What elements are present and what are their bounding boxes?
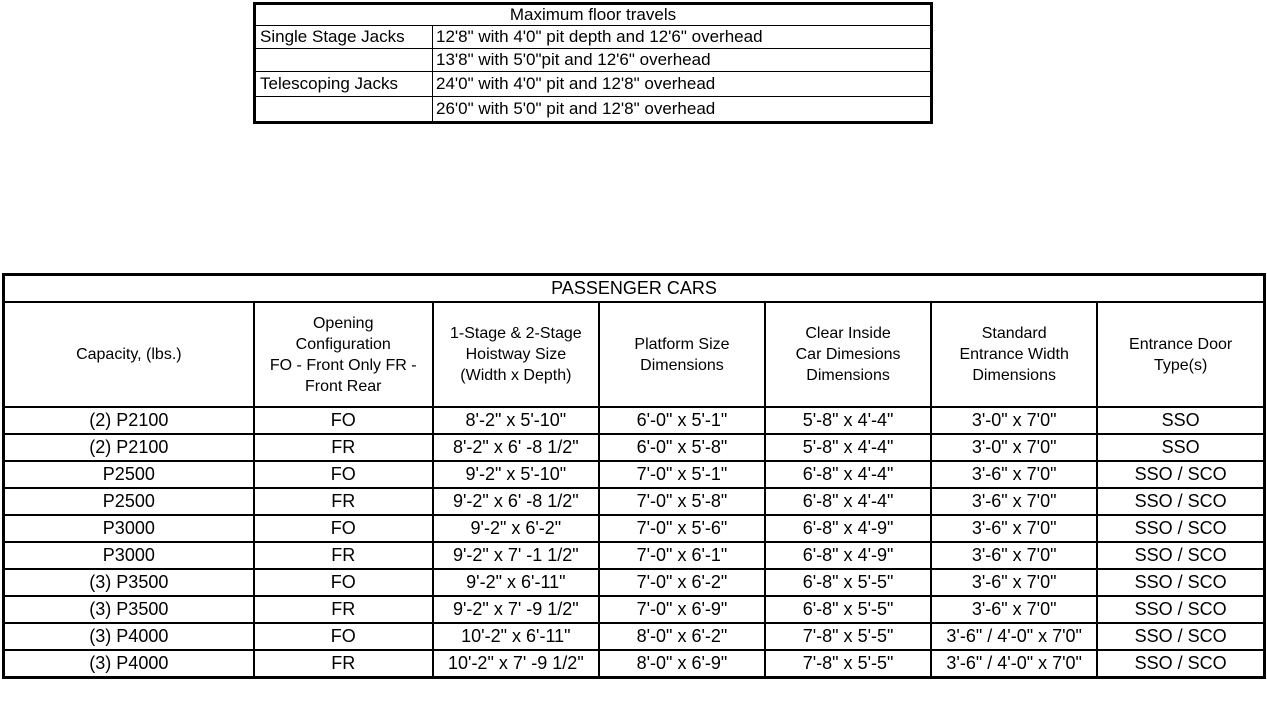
- header-clear-inside-car: [765, 302, 931, 407]
- header-line: Entrance Width: [959, 346, 1069, 363]
- cell-entrance-door-type: SSO / SCO: [1097, 488, 1264, 515]
- table-row: [4, 434, 1265, 461]
- cell-hoistway-size: 9'-2" x 7' -9 1/2": [433, 596, 599, 623]
- cell-platform-size: 8'-0" x 6'-2": [599, 623, 765, 650]
- header-opening-configuration: [254, 302, 433, 407]
- table-row: [4, 461, 1265, 488]
- cell-capacity: (3) P3500: [4, 596, 254, 623]
- cell-platform-size: 8'-0" x 6'-9": [599, 650, 765, 678]
- header-line: Platform Size: [634, 335, 730, 353]
- header-line: 1-Stage & 2-Stage: [450, 325, 582, 342]
- header-line: Type(s): [1153, 356, 1208, 374]
- travel-cell: 13'8" with 5'0"pit and 12'6" overhead: [433, 49, 932, 72]
- floor-travels-title-row: [255, 4, 932, 26]
- cell-hoistway-size: 10'-2" x 6'-11": [433, 623, 599, 650]
- cell-entrance-door-type: SSO / SCO: [1097, 461, 1264, 488]
- cell-platform-size: 6'-0" x 5'-1": [599, 407, 765, 434]
- header-line: Dimensions: [640, 356, 724, 374]
- cell-clear-inside-car: 5'-8" x 4'-4": [765, 434, 931, 461]
- header-line: Car Dimesions: [795, 346, 901, 363]
- cell-clear-inside-car: 5'-8" x 4'-4": [765, 407, 931, 434]
- jack-type-cell: Single Stage Jacks: [255, 26, 433, 49]
- cell-opening-configuration: FR: [254, 650, 433, 678]
- cell-opening-configuration: FR: [254, 488, 433, 515]
- header-hoistway-size: [433, 302, 599, 407]
- passenger-cars-table: [2, 273, 1266, 679]
- cell-entrance-door-type: SSO: [1097, 407, 1264, 434]
- cell-clear-inside-car: 6'-8" x 4'-4": [765, 461, 931, 488]
- header-line: Clear Inside: [805, 325, 891, 342]
- travel-cell: 24'0" with 4'0" pit and 12'8" overhead: [433, 72, 932, 97]
- cell-opening-configuration: FO: [254, 623, 433, 650]
- passenger-cars-title-row: [4, 275, 1265, 303]
- floor-travels-title: Maximum floor travels: [255, 4, 932, 26]
- cell-entrance-width: 3'-6" x 7'0": [931, 461, 1097, 488]
- cell-entrance-width: 3'-0" x 7'0": [931, 407, 1097, 434]
- cell-entrance-door-type: SSO / SCO: [1097, 542, 1264, 569]
- header-line: Dimensions: [972, 367, 1056, 384]
- table-row: [4, 623, 1265, 650]
- cell-hoistway-size: 9'-2" x 7' -1 1/2": [433, 542, 599, 569]
- cell-capacity: (3) P4000: [4, 650, 254, 678]
- floor-travels-row: [255, 49, 932, 72]
- cell-entrance-width: 3'-6" / 4'-0" x 7'0": [931, 650, 1097, 678]
- cell-capacity: (3) P4000: [4, 623, 254, 650]
- jack-type-cell: [255, 97, 433, 123]
- jack-type-cell: [255, 49, 433, 72]
- cell-platform-size: 7'-0" x 6'-9": [599, 596, 765, 623]
- cell-hoistway-size: 10'-2" x 7' -9 1/2": [433, 650, 599, 678]
- table-row: [4, 488, 1265, 515]
- cell-capacity: P3000: [4, 515, 254, 542]
- cell-capacity: P2500: [4, 461, 254, 488]
- cell-entrance-door-type: SSO / SCO: [1097, 569, 1264, 596]
- cell-clear-inside-car: 6'-8" x 4'-4": [765, 488, 931, 515]
- floor-travels-row: [255, 26, 932, 49]
- table-row: [4, 569, 1265, 596]
- header-line: Entrance Door: [1129, 335, 1233, 353]
- cell-capacity: P2500: [4, 488, 254, 515]
- cell-entrance-width: 3'-6" / 4'-0" x 7'0": [931, 623, 1097, 650]
- cell-hoistway-size: 8'-2" x 6' -8 1/2": [433, 434, 599, 461]
- cell-opening-configuration: FO: [254, 515, 433, 542]
- cell-opening-configuration: FR: [254, 542, 433, 569]
- header-entrance-width: [931, 302, 1097, 407]
- header-line: (Width x Depth): [460, 367, 572, 384]
- table-row: [4, 650, 1265, 678]
- cell-entrance-width: 3'-6" x 7'0": [931, 569, 1097, 596]
- header-entrance-door-type: [1097, 302, 1264, 407]
- cell-platform-size: 6'-0" x 5'-8": [599, 434, 765, 461]
- table-row: [4, 515, 1265, 542]
- header-line: Hoistway Size: [465, 346, 567, 363]
- cell-opening-configuration: FO: [254, 407, 433, 434]
- cell-platform-size: 7'-0" x 5'-6": [599, 515, 765, 542]
- table-row: [4, 542, 1265, 569]
- cell-opening-configuration: FO: [254, 461, 433, 488]
- cell-clear-inside-car: 6'-8" x 5'-5": [765, 569, 931, 596]
- cell-entrance-door-type: SSO / SCO: [1097, 515, 1264, 542]
- cell-entrance-door-type: SSO: [1097, 434, 1264, 461]
- travel-cell: 26'0" with 5'0" pit and 12'8" overhead: [433, 97, 932, 123]
- cell-capacity: (2) P2100: [4, 407, 254, 434]
- cell-clear-inside-car: 6'-8" x 5'-5": [765, 596, 931, 623]
- cell-hoistway-size: 8'-2" x 5'-10": [433, 407, 599, 434]
- cell-entrance-width: 3'-6" x 7'0": [931, 542, 1097, 569]
- cell-entrance-door-type: SSO / SCO: [1097, 596, 1264, 623]
- header-capacity: [4, 302, 254, 407]
- header-line: Dimensions: [806, 367, 890, 384]
- floor-travels-row: [255, 72, 932, 97]
- header-line: Front Rear: [305, 377, 382, 395]
- cell-clear-inside-car: 7'-8" x 5'-5": [765, 623, 931, 650]
- passenger-cars-title: PASSENGER CARS: [4, 275, 1265, 303]
- cell-clear-inside-car: 6'-8" x 4'-9": [765, 542, 931, 569]
- cell-clear-inside-car: 7'-8" x 5'-5": [765, 650, 931, 678]
- travel-cell: 12'8" with 4'0" pit depth and 12'6" overhead: [433, 26, 932, 49]
- floor-travels-table: [253, 2, 933, 124]
- cell-entrance-width: 3'-6" x 7'0": [931, 515, 1097, 542]
- cell-hoistway-size: 9'-2" x 5'-10": [433, 461, 599, 488]
- cell-clear-inside-car: 6'-8" x 4'-9": [765, 515, 931, 542]
- header-line: FO - Front Only FR -: [269, 356, 417, 374]
- cell-capacity: (3) P3500: [4, 569, 254, 596]
- header-line: Opening: [312, 314, 374, 332]
- cell-capacity: (2) P2100: [4, 434, 254, 461]
- cell-entrance-width: 3'-6" x 7'0": [931, 596, 1097, 623]
- jack-type-cell: Telescoping Jacks: [255, 72, 433, 97]
- cell-entrance-door-type: SSO / SCO: [1097, 650, 1264, 678]
- table-row: [4, 407, 1265, 434]
- cell-platform-size: 7'-0" x 6'-1": [599, 542, 765, 569]
- cell-hoistway-size: 9'-2" x 6'-2": [433, 515, 599, 542]
- header-line: Standard: [981, 325, 1047, 342]
- passenger-cars-body: [4, 407, 1265, 678]
- cell-capacity: P3000: [4, 542, 254, 569]
- header-line: Configuration: [295, 335, 391, 353]
- cell-opening-configuration: FR: [254, 434, 433, 461]
- cell-hoistway-size: 9'-2" x 6'-11": [433, 569, 599, 596]
- cell-opening-configuration: FO: [254, 569, 433, 596]
- column-header-row: [4, 302, 1265, 407]
- cell-platform-size: 7'-0" x 6'-2": [599, 569, 765, 596]
- header-platform-size: [599, 302, 765, 407]
- cell-opening-configuration: FR: [254, 596, 433, 623]
- header-line: Capacity, (lbs.): [76, 346, 182, 363]
- cell-entrance-door-type: SSO / SCO: [1097, 623, 1264, 650]
- cell-entrance-width: 3'-6" x 7'0": [931, 488, 1097, 515]
- cell-hoistway-size: 9'-2" x 6' -8 1/2": [433, 488, 599, 515]
- floor-travels-row: [255, 97, 932, 123]
- cell-platform-size: 7'-0" x 5'-1": [599, 461, 765, 488]
- cell-entrance-width: 3'-0" x 7'0": [931, 434, 1097, 461]
- table-row: [4, 596, 1265, 623]
- cell-platform-size: 7'-0" x 5'-8": [599, 488, 765, 515]
